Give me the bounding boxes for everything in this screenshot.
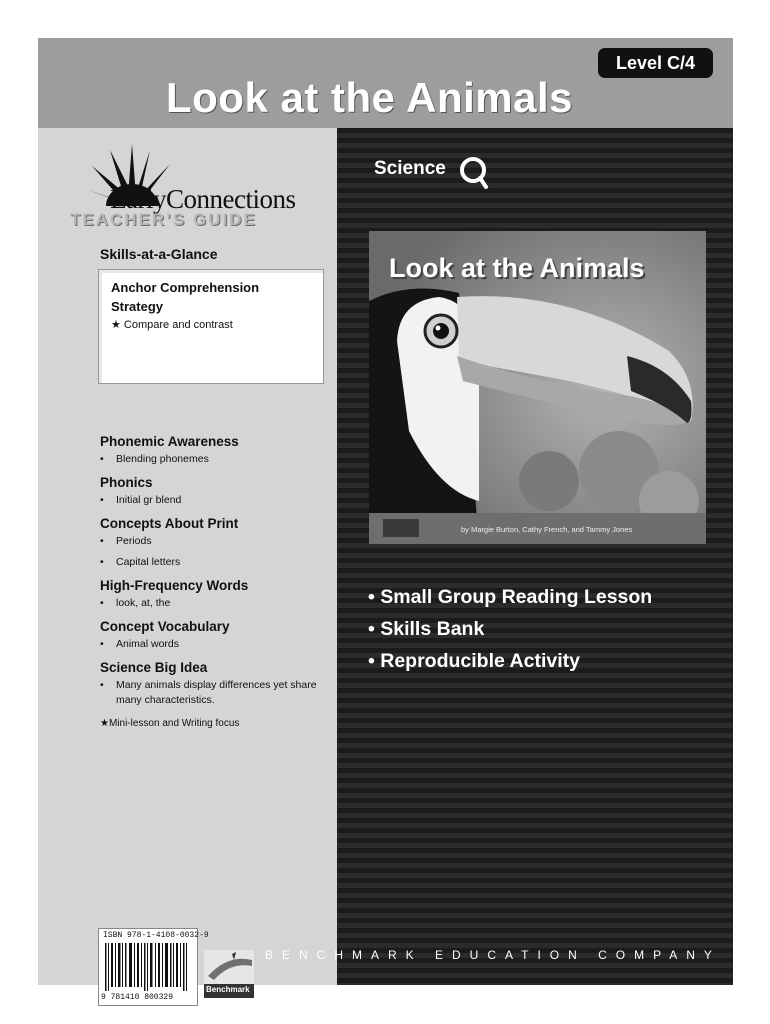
skill-heading: Science Big Idea <box>100 660 208 675</box>
page-title: Look at the Animals <box>166 74 574 121</box>
skill-heading: Phonics <box>100 475 153 490</box>
anchor-item-text: Compare and contrast <box>123 319 233 331</box>
left-panel <box>38 128 337 1002</box>
skills-title: Skills-at-a-Glance <box>100 246 218 262</box>
skill-item: • look, at, the <box>100 597 171 609</box>
cover-title: Look at the Animals <box>389 253 645 283</box>
skill-item-text: Many animals display differences yet share many characteristics. <box>116 679 317 706</box>
skill-item: • Capital letters <box>100 556 181 568</box>
barcode-bars <box>105 943 189 991</box>
book-cover-image <box>369 231 706 544</box>
level-badge: Level C/4 <box>598 48 713 78</box>
cover-page <box>38 38 733 1002</box>
publisher-name: BENCHMARK EDUCATION COMPANY <box>265 948 721 962</box>
contents-item: • Small Group Reading Lesson <box>368 586 653 608</box>
skill-item-text: Animal words <box>116 638 180 650</box>
skill-heading: Concept Vocabulary <box>100 619 230 634</box>
contents-item: • Reproducible Activity <box>368 650 580 672</box>
skill-heading: Concepts About Print <box>100 516 239 531</box>
footnote: ★Mini-lesson and Writing focus <box>100 718 240 729</box>
contents-list <box>368 586 652 682</box>
skill-item-text: Initial gr blend <box>116 494 182 506</box>
cover-credit: by Margie Burton, Cathy French, and Tammy Jones <box>461 525 633 534</box>
header-band <box>38 38 733 128</box>
anchor-strategy-box <box>98 269 324 384</box>
anchor-item <box>111 318 233 331</box>
barcode-number: 9 781410 800329 <box>101 993 174 1002</box>
teachers-guide-label: TEACHER’S GUIDE <box>70 210 257 229</box>
skill-heading: Phonemic Awareness <box>100 434 239 449</box>
skills-list <box>100 428 335 729</box>
skill-item: • Animal words <box>100 638 180 650</box>
skill-item: • Blending phonemes <box>100 453 209 465</box>
skill-item-text: Blending phonemes <box>116 453 209 465</box>
skill-heading: High-Frequency Words <box>100 578 249 593</box>
contents-item: • Skills Bank <box>368 618 485 640</box>
magnifier-icon <box>458 156 490 190</box>
isbn-text: ISBN 978-1-4108-0032-9 <box>103 931 209 940</box>
subject-label: Science <box>374 158 446 179</box>
skill-item: • Periods <box>100 535 152 547</box>
barcode <box>98 928 209 1006</box>
benchmark-logo <box>202 950 258 1000</box>
skill-item-text: look, at, the <box>116 597 171 609</box>
benchmark-logo-text: Benchmark <box>206 985 250 994</box>
anchor-heading: Anchor Comprehension Strategy <box>111 280 260 314</box>
skill-item-text: Periods <box>116 535 152 547</box>
skill-item: • Many animals display differences yet share many characteristics. <box>100 679 317 706</box>
skill-item-text: Capital letters <box>116 556 181 568</box>
star-icon: ★ <box>111 319 124 331</box>
skill-item: • Initial gr blend <box>100 494 182 506</box>
series-name: EarlyConnections <box>110 184 296 214</box>
